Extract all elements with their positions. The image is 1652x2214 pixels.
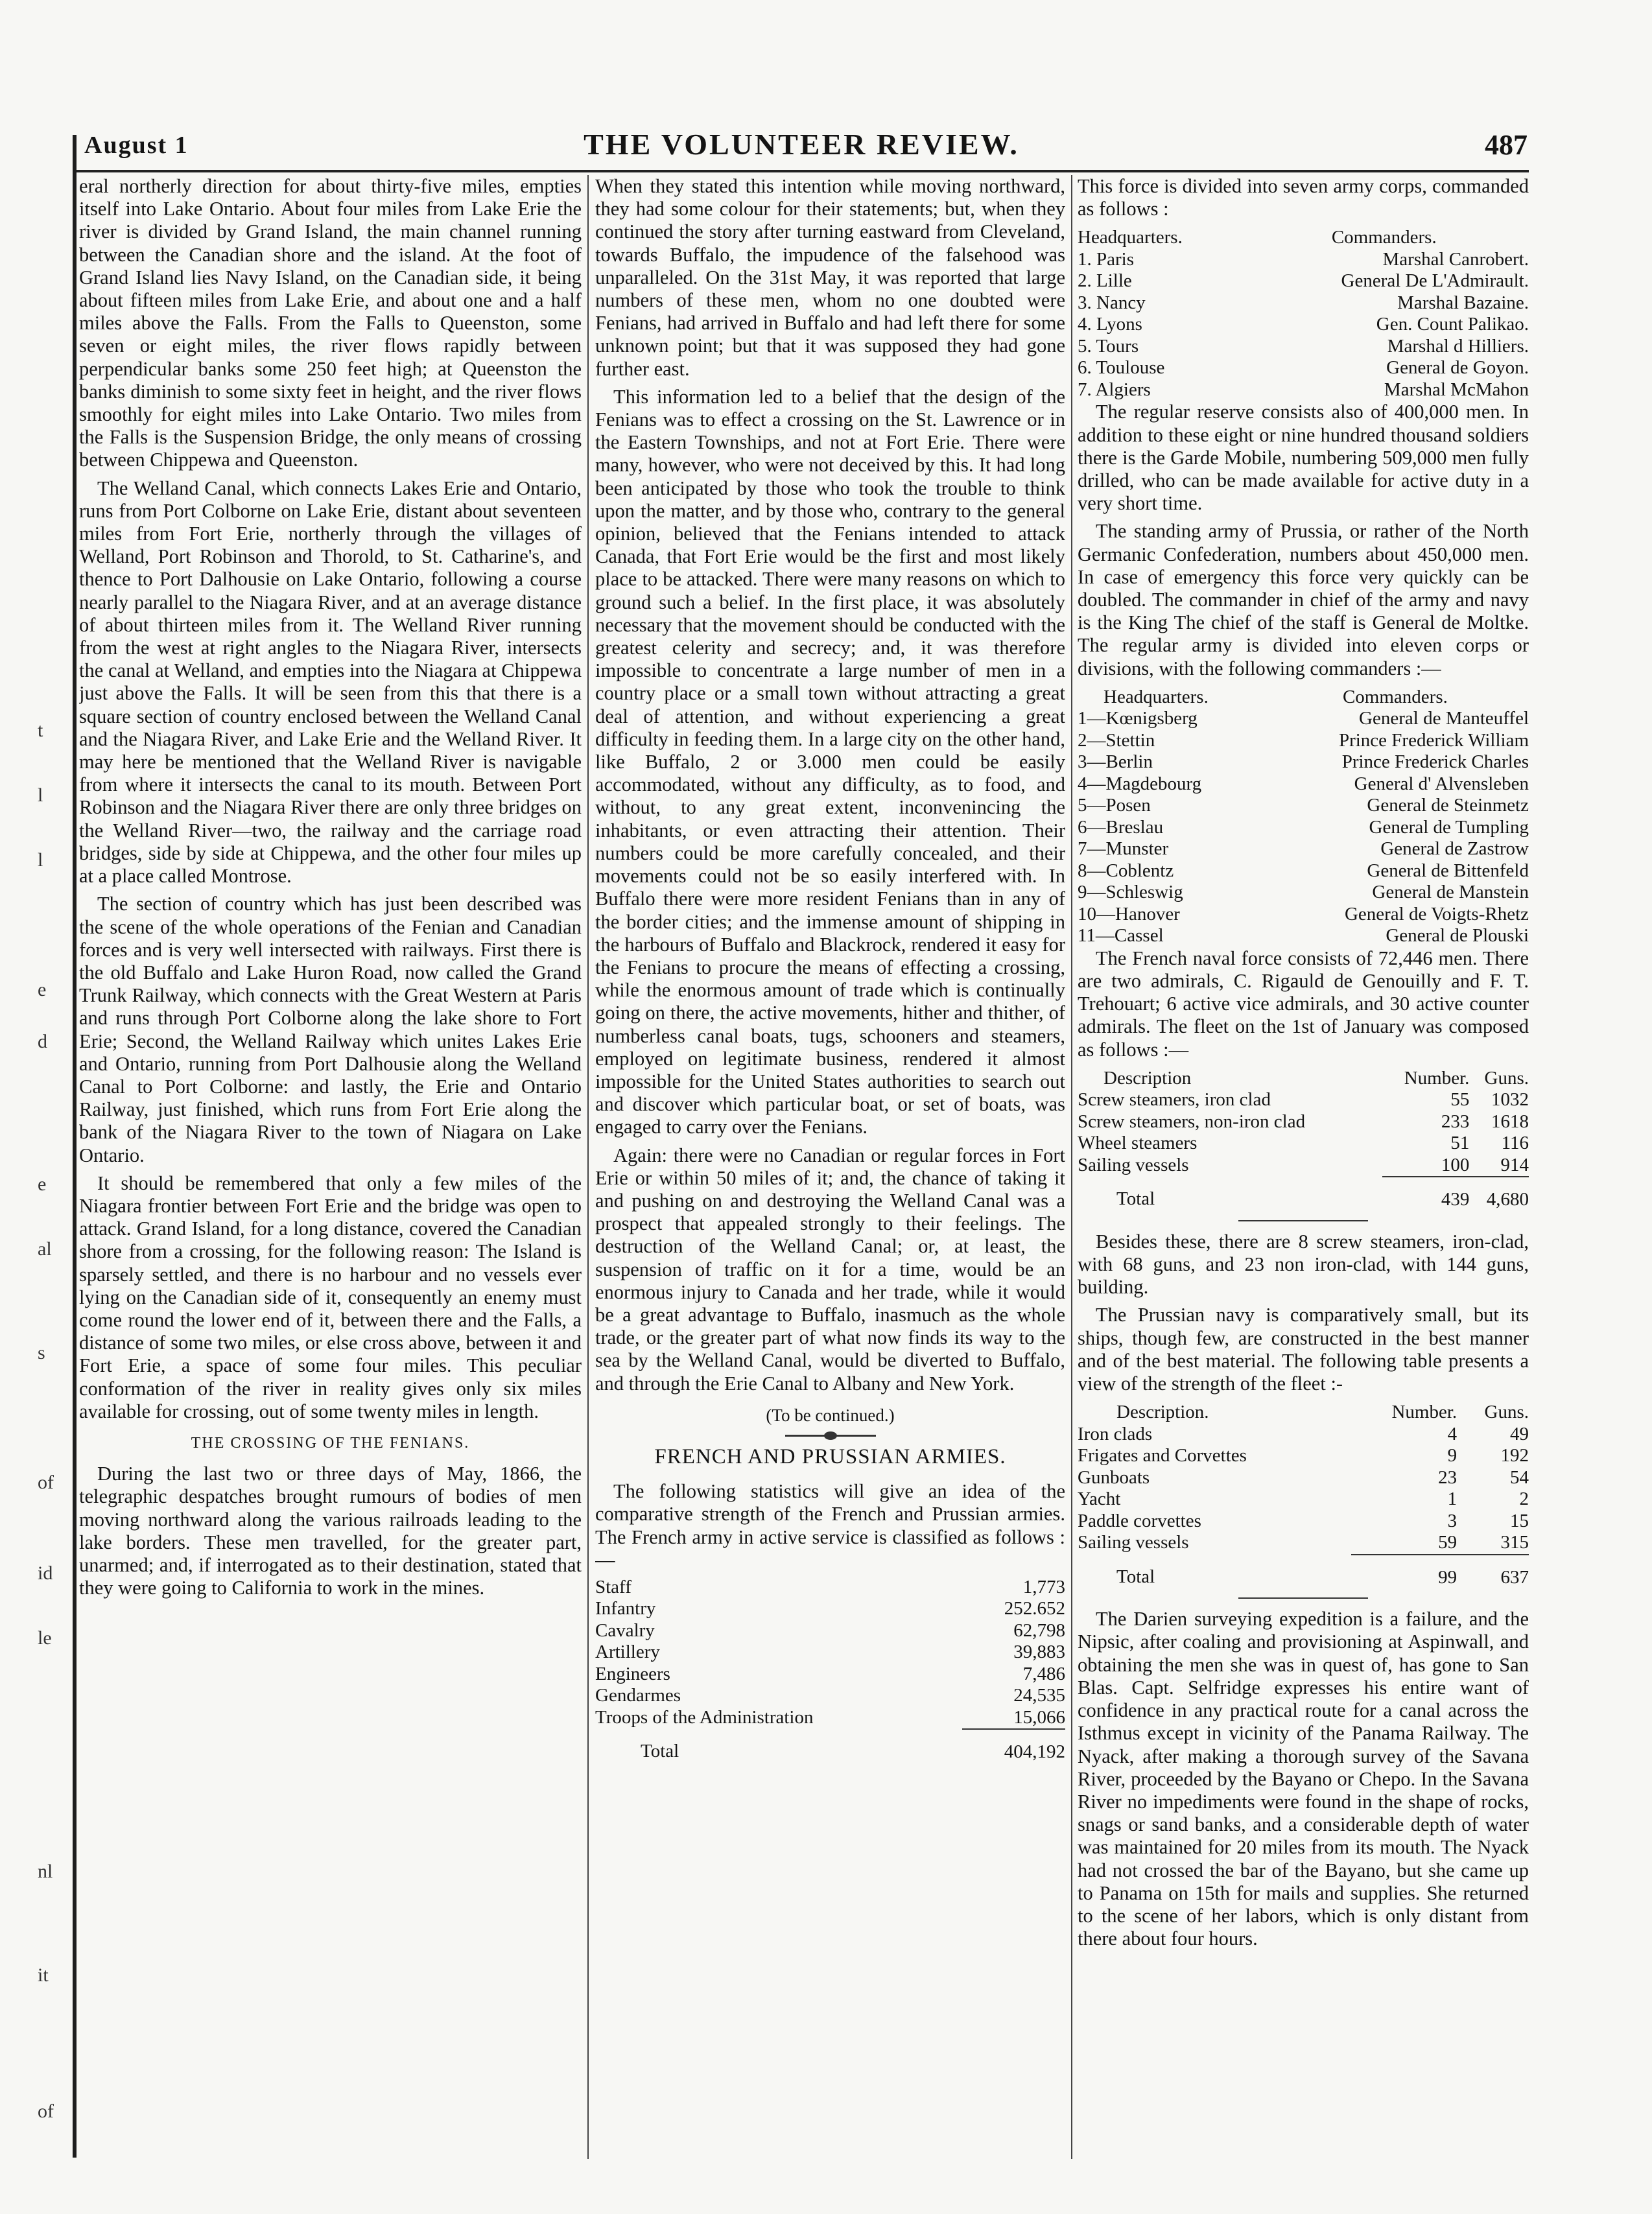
divider — [1238, 1597, 1368, 1599]
table-row — [1078, 336, 1529, 358]
table-row — [1078, 860, 1529, 882]
table-row — [1078, 795, 1529, 817]
table-row — [595, 1685, 1065, 1707]
commander-cell: General de Bittenfeld — [1367, 860, 1529, 881]
header-cell: Commanders. — [1331, 227, 1437, 248]
table-row — [1078, 1445, 1529, 1467]
commander-cell: Gen. Count Palikao. — [1376, 314, 1529, 335]
paragraph: The Welland Canal, which connects Lakes Erie and Ontario, runs from Port Colborne on Lake Erie, distant about seventeen miles from Fort Erie, northerly through the villages of Welland, Port Robinson and Thorold, to St. Catharine's, and thence to Port Dalhousie on Lake Ontario, following a course nearly parallel to the Niagara River, and at an average distance of about thirteen miles from it. The Welland River running from the west at right angles to the Niagara River, intersects the canal at Welland, and empties into the Niagara at Chippewa just above the Falls. It will be seen from this that there is a square section of country enclosed between the Welland Canal and the Niagara River, and Lake Erie and the Welland River. It may here be mentioned that the Welland River is navigable from where it intersects the canal to its mouth. Between Port Robinson and the Niagara River there are only three bridges on the Welland River—two, the railway and the carriage road bridges, side by side at Chippewa, and the other four miles up at a place called Montrose. — [79, 477, 582, 888]
table-row — [1078, 292, 1529, 314]
paragraph: During the last two or three days of May, 1866, the telegraphic despatches brought rumours of bodies of men moving northward along the various railroads leading to the lake borders. These men travelled, for the greater part, unarmed; and, if interrogated as to their destination, stated that they were going to California to work in the mines. — [79, 1463, 582, 1599]
headquarters-cell: 4. Lyons — [1078, 314, 1142, 335]
vessel-guns: 192 — [1500, 1445, 1529, 1466]
army-strength: 1,773 — [1022, 1576, 1065, 1597]
headquarters-cell: 5. Tours — [1078, 335, 1139, 357]
commander-cell: Marshal d Hilliers. — [1387, 335, 1529, 357]
paragraph: Besides these, there are 8 screw steamers, iron-clad, with 68 guns, and 23 non iron-clad, with 144 guns, building. — [1078, 1230, 1529, 1299]
commander-cell: General de Goyon. — [1386, 357, 1529, 379]
table-row — [595, 1642, 1065, 1664]
vessel-guns: 15 — [1510, 1510, 1529, 1531]
commander-cell: General de Manteuffel — [1359, 708, 1529, 729]
vessel-guns: 1618 — [1491, 1111, 1529, 1132]
table-row — [1078, 1155, 1529, 1177]
headquarters-cell: 7. Algiers — [1078, 379, 1151, 400]
army-branch: Troops of the Administration — [595, 1706, 814, 1728]
vessel-number: 9 — [1447, 1445, 1457, 1466]
left-margin-fragments: t l l e d e al s of id le nl it of — [38, 720, 54, 2122]
total-row — [595, 1729, 1065, 1763]
headquarters-cell: 3. Nancy — [1078, 292, 1146, 313]
column-two — [595, 175, 1065, 2159]
vessel-guns: 1032 — [1491, 1089, 1529, 1111]
vessel-number: 233 — [1441, 1111, 1470, 1132]
vessel-description: Yacht — [1078, 1489, 1121, 1510]
headquarters-cell: 1—Kœnigsberg — [1078, 708, 1198, 729]
vessel-number: 100 — [1441, 1154, 1470, 1175]
table-row — [1078, 882, 1529, 904]
paragraph: The French naval force consists of 72,446 men. There are two admirals, C. Rigauld de Genouilly and F. T. Trehouart; 6 active vice admirals, and 30 active counter admirals. The fleet on the 1st of January was composed as follows :— — [1078, 947, 1529, 1061]
total-number: 439 — [1382, 1177, 1470, 1211]
paragraph: eral northerly direction for about thirty-five miles, empties itself into Lake Ontario. About four miles from Lake Erie the river is divided by Grand Island, the main channel running between the Canadian shore and the island. At the foot of Grand Island lies Navy Island, on the Canadian side, it being about fifteen miles from Lake Erie, and about one and a half miles above the Falls. From the Falls to Queenston, some seven or eight miles, the river flows rapidly between perpendicular banks some 250 feet high; at Queenston the banks diminish to some sixty feet in height, and the river flows smoothly for eight miles into Lake Ontario. Two miles from the Falls is the Suspension Bridge, the only means of crossing between Chippewa and Queenston. — [79, 175, 582, 471]
total-row — [1078, 1555, 1529, 1589]
commander-cell: General de Voigts-Rhetz — [1344, 903, 1529, 924]
headquarters-cell: 3—Berlin — [1078, 751, 1153, 773]
column-three — [1078, 175, 1529, 2159]
vessel-guns: 49 — [1510, 1423, 1529, 1444]
commander-cell: General d' Alvensleben — [1354, 773, 1529, 794]
army-branch: Gendarmes — [595, 1685, 681, 1706]
vessel-description: Iron clads — [1078, 1423, 1153, 1444]
vessel-number: 3 — [1447, 1510, 1457, 1531]
vessel-description: Screw steamers, non-iron clad — [1078, 1111, 1306, 1132]
army-strength: 15,066 — [1013, 1706, 1065, 1728]
paragraph: When they stated this intention while moving northward, they had some colour for their statements; but, when they continued the story after turning eastward from Cleveland, towards Buffalo, the impudence of the falsehood was unparalleled. On the 31st May, it was reported that large numbers of these men, whom no one doubted were Fenians, had arrived in Buffalo and had left there for some unknown point; but that it was supposed they had gone further east. — [595, 175, 1065, 380]
french-army-table — [595, 1577, 1065, 1763]
table-row — [1078, 751, 1529, 773]
vessel-description: Screw steamers, iron clad — [1078, 1089, 1271, 1111]
headquarters-cell: 1. Paris — [1078, 248, 1134, 270]
vessel-description: Wheel steamers — [1078, 1133, 1198, 1154]
army-branch: Cavalry — [595, 1619, 655, 1641]
table-header — [1078, 226, 1529, 249]
vessel-description: Frigates and Corvettes — [1078, 1445, 1247, 1466]
prussian-corps-table — [1078, 685, 1529, 947]
column-rule — [1071, 175, 1072, 2159]
table-row — [1078, 1111, 1529, 1133]
total-label: Total — [1116, 1566, 1155, 1587]
header-cell: Headquarters. — [1103, 686, 1209, 707]
total-guns: 4,680 — [1469, 1177, 1529, 1211]
total-value: 404,192 — [962, 1729, 1065, 1763]
headquarters-cell: 6. Toulouse — [1078, 357, 1165, 379]
table-row — [1078, 838, 1529, 860]
article-heading: FRENCH AND PRUSSIAN ARMIES. — [654, 1444, 1006, 1468]
header-cell: Number. — [1404, 1067, 1470, 1089]
paragraph: It should be remembered that only a few miles of the Niagara frontier between Fort Erie and the bridge was open to attack. Grand Island, for a long distance, covered the Canadian shore from a crossing, for the following reason: The Island is sparsely settled, and there is no harbour and no vessels ever lying on the Canadian side of it, consequently an enemy must come round the lower end of it, between there and the Falls, a distance of some two miles, or else cross above, between it and Fort Erie, a space of some four miles. This peculiar conformation of the river in reality gives only six miles available for crossing, out of some twenty miles in length. — [79, 1172, 582, 1422]
vessel-guns: 54 — [1510, 1466, 1529, 1488]
vessel-number: 51 — [1450, 1133, 1470, 1154]
french-corps-table — [1078, 226, 1529, 401]
army-branch: Infantry — [595, 1598, 656, 1619]
paragraph: The standing army of Prussia, or rather of the North Germanic Confederation, numbers about 450,000 men. In case of emergency this force very quickly can be doubled. The commander in chief of the army and navy is the King The chief of the staff is General de Moltke. The regular army is divided into eleven corps or divisions, with the following commanders :— — [1078, 520, 1529, 679]
header-cell: Description. — [1116, 1402, 1209, 1423]
army-branch: Artillery — [595, 1642, 660, 1663]
header-cell: Guns. — [1484, 1067, 1529, 1089]
paragraph: The Darien surveying expedition is a failure, and the Nipsic, after coaling and provisioning at Aspinwall, and obtaining the men she was in quest of, has gone to San Blas. Capt. Selfridge expresses his entire want of confidence in any practical route for a canal across the Isthmus except in vicinity of the Panama Railway. The Nyack, after making a thorough survey of the Savana River, proceeded by the Bayano or Chepo. In the Savana River no impediments were found in the shape of rocks, snags or sand banks, and a considerable depth of water was maintained for 20 miles from its mouth. The Nyack had not crossed the bar of the Bayano, but she came up to Panama on 15th for mails and supplies. She returned to the scene of her labors, which is only distant from there about four hours. — [1078, 1608, 1529, 1950]
table-header — [1078, 685, 1529, 709]
table-row — [1078, 270, 1529, 292]
headquarters-cell: 4—Magdebourg — [1078, 773, 1202, 794]
headquarters-cell: 5—Posen — [1078, 795, 1151, 816]
section-heading: THE CROSSING OF THE FENIANS. — [191, 1434, 470, 1452]
vessel-description: Paddle corvettes — [1078, 1510, 1201, 1531]
table-row — [1078, 1467, 1529, 1489]
headquarters-cell: 11—Cassel — [1078, 925, 1164, 947]
header-cell: Number. — [1391, 1402, 1457, 1423]
vessel-number: 1 — [1447, 1489, 1457, 1510]
army-branch: Engineers — [595, 1663, 670, 1684]
table-row — [1078, 1489, 1529, 1511]
divider — [1238, 1220, 1368, 1221]
paragraph: The section of country which has just been described was the scene of the whole operations of the Fenian and Canadian forces and is very well intersected with railways. First there is the old Buffalo and Lake Huron Road, now called the Grand Trunk Railway, which connects with the Great Western at Paris and runs through Port Colborne along the lake shore to Fort Erie; Second, the Welland Railway which unites Lakes Erie and Ontario, running from Port Dalhousie along the Welland Canal to Port Colborne: and lastly, the Erie and Ontario Railway, just finished, which runs from Fort Erie along the bank of the Niagara River to the town of Niagara on Lake Ontario. — [79, 893, 582, 1166]
vessel-guns: 315 — [1500, 1532, 1529, 1553]
issue-date: August 1 — [84, 132, 189, 159]
column-rule — [587, 175, 589, 2159]
table-row — [1078, 1133, 1529, 1155]
binding-edge — [73, 135, 77, 2158]
prussian-navy-table — [1078, 1400, 1529, 1588]
paragraph: This information led to a belief that the design of the Fenians was to effect a crossing on the St. Lawrence or in the Eastern Townships, and not at Fort Erie. There were many, however, who were not deceived by this. It had long been anticipated by those who took the trouble to think upon the matter, and by those who, contrary to the general opinion, believed that the Fenians intended to attack Canada, that Fort Erie would be the first and most likely place to be attacked. There were many reasons on which to ground such a belief. In the first place, it was absolutely necessary that the movement should be conducted with the greatest celerity and secrecy; and, it was therefore impossible to concentrate a large number of men in a country place or a small town without attracting a great deal of attention, and without experiencing a great difficulty in feeding them. In a large city on the other hand, like Buffalo, 2 or 3.000 men could be easily accommodated, without any difficulty, as to food, and without, to any great extent, inconvenincing the inhabitants, or even attracting their attention. Their numbers could be more carefully concealed, and their movements could not be so easily interfered with. In Buffalo there were more resident Fenians than in any of the border cities; and the immense amount of shipping in the harbours of Buffalo and Blackrock, rendered it easy for the Fenians to procure the means of effecting a crossing, while the enormous amount of trade which is continually going on there, the active movements, hither and thither, of numberless canal boats, tugs, schooners and steamers, employed on legitimate business, rendered it almost impossible for the United States authorities to search out and discover which particular boat, or set of boats, was engaged to carry over the Fenians. — [595, 385, 1065, 1138]
table-row — [1078, 314, 1529, 336]
army-branch: Staff — [595, 1576, 631, 1597]
army-strength: 39,883 — [1013, 1642, 1065, 1663]
table-row — [595, 1598, 1065, 1620]
commander-cell: General de Manstein — [1372, 882, 1529, 903]
commander-cell: General de Tumpling — [1369, 816, 1529, 838]
table-row — [595, 1707, 1065, 1730]
commander-cell: General de Steinmetz — [1367, 795, 1529, 816]
total-number: 99 — [1351, 1555, 1457, 1589]
headquarters-cell: 6—Breslau — [1078, 816, 1164, 838]
total-label: Total — [641, 1741, 679, 1762]
army-strength: 24,535 — [1013, 1685, 1065, 1706]
header-rule — [77, 170, 1529, 172]
commander-cell: Prince Frederick Charles — [1341, 751, 1529, 773]
table-row — [1078, 249, 1529, 271]
masthead — [75, 127, 1528, 166]
table-row — [1078, 817, 1529, 839]
table-row — [1078, 925, 1529, 947]
army-strength: 7,486 — [1022, 1663, 1065, 1684]
continued-note: (To be continued.) — [766, 1405, 895, 1425]
headquarters-cell: 10—Hanover — [1078, 903, 1180, 924]
paragraph: The Prussian navy is comparatively small, but its ships, though few, are constructed in the best manner and of the best material. The following table presents a view of the strength of the fleet :- — [1078, 1304, 1529, 1395]
table-row — [1078, 1511, 1529, 1533]
table-row — [1078, 357, 1529, 379]
headquarters-cell: 7—Munster — [1078, 838, 1169, 860]
paragraph: Again: there were no Canadian or regular forces in Fort Erie or within 50 miles of it; and, the chance of taking it and pushing on and destroying the Welland Canal was a prospect that appealed strongly to their feelings. The destruction of the Welland Canal; or, at least, the suspension of traffic on it for a time, would be an enormous injury to Canada and her trade, while it would be a great advantage to Buffalo, inasmuch as the whole trade, or the greater part of what now finds its way to the sea by the Welland Canal, would be diverted to Buffalo, and through the Erie Canal to Albany and New York. — [595, 1144, 1065, 1395]
page-number: 487 — [1485, 129, 1528, 161]
paragraph: The following statistics will give an idea of the comparative strength of the French and Prussian armies. The French army in active service is classified as follows :— — [595, 1480, 1065, 1571]
header-cell: Guns. — [1484, 1402, 1529, 1423]
column-one — [79, 175, 582, 2159]
paragraph: The regular reserve consists also of 400,000 men. In addition to these eight or nine hundred thousand soldiers there is the Garde Mobile, numbering 509,000 men fully drilled, who can be made available for active duty in a very short time. — [1078, 401, 1529, 515]
header-cell: Description — [1103, 1067, 1192, 1089]
table-row — [1078, 1424, 1529, 1446]
commander-cell: Marshal Canrobert. — [1382, 248, 1529, 270]
commander-cell: Prince Frederick William — [1338, 729, 1529, 751]
table-row — [1078, 1532, 1529, 1555]
vessel-guns: 2 — [1519, 1489, 1529, 1510]
table-row — [1078, 730, 1529, 752]
header-cell: Headquarters. — [1078, 227, 1183, 248]
table-row — [1078, 773, 1529, 795]
table-row — [595, 1577, 1065, 1599]
headquarters-cell: 2. Lille — [1078, 270, 1132, 292]
total-guns: 637 — [1457, 1555, 1529, 1589]
table-row — [1078, 708, 1529, 730]
table-row — [1078, 1089, 1529, 1111]
table-row — [595, 1664, 1065, 1686]
vessel-description: Gunboats — [1078, 1466, 1150, 1488]
table-header — [1078, 1066, 1529, 1090]
total-row — [1078, 1177, 1529, 1211]
vessel-number: 55 — [1450, 1089, 1470, 1111]
paragraph: This force is divided into seven army corps, commanded as follows : — [1078, 175, 1529, 220]
table-row — [595, 1620, 1065, 1642]
table-header — [1078, 1400, 1529, 1424]
header-cell: Commanders. — [1342, 686, 1448, 707]
commander-cell: Marshal Bazaine. — [1397, 292, 1529, 313]
commander-cell: General de Zastrow — [1380, 838, 1529, 860]
commander-cell: General de Plouski — [1386, 925, 1529, 947]
vessel-guns: 914 — [1500, 1154, 1529, 1175]
publication-title: THE VOLUNTEER REVIEW. — [584, 128, 1019, 161]
army-strength: 62,798 — [1013, 1619, 1065, 1641]
ornamental-rule — [785, 1435, 876, 1437]
total-label: Total — [1116, 1188, 1155, 1210]
headquarters-cell: 9—Schleswig — [1078, 882, 1183, 903]
headquarters-cell: 2—Stettin — [1078, 729, 1155, 751]
vessel-description: Sailing vessels — [1078, 1154, 1189, 1175]
army-strength: 252.652 — [1004, 1598, 1065, 1619]
table-row — [1078, 904, 1529, 926]
vessel-number: 4 — [1447, 1423, 1457, 1444]
commander-cell: Marshal McMahon — [1384, 379, 1529, 400]
french-navy-table — [1078, 1066, 1529, 1211]
vessel-number: 59 — [1438, 1532, 1457, 1553]
vessel-description: Sailing vessels — [1078, 1532, 1189, 1553]
headquarters-cell: 8—Coblentz — [1078, 860, 1174, 881]
vessel-guns: 116 — [1501, 1133, 1529, 1154]
table-row — [1078, 379, 1529, 401]
vessel-number: 23 — [1438, 1466, 1457, 1488]
commander-cell: General De L'Admirault. — [1341, 270, 1529, 292]
